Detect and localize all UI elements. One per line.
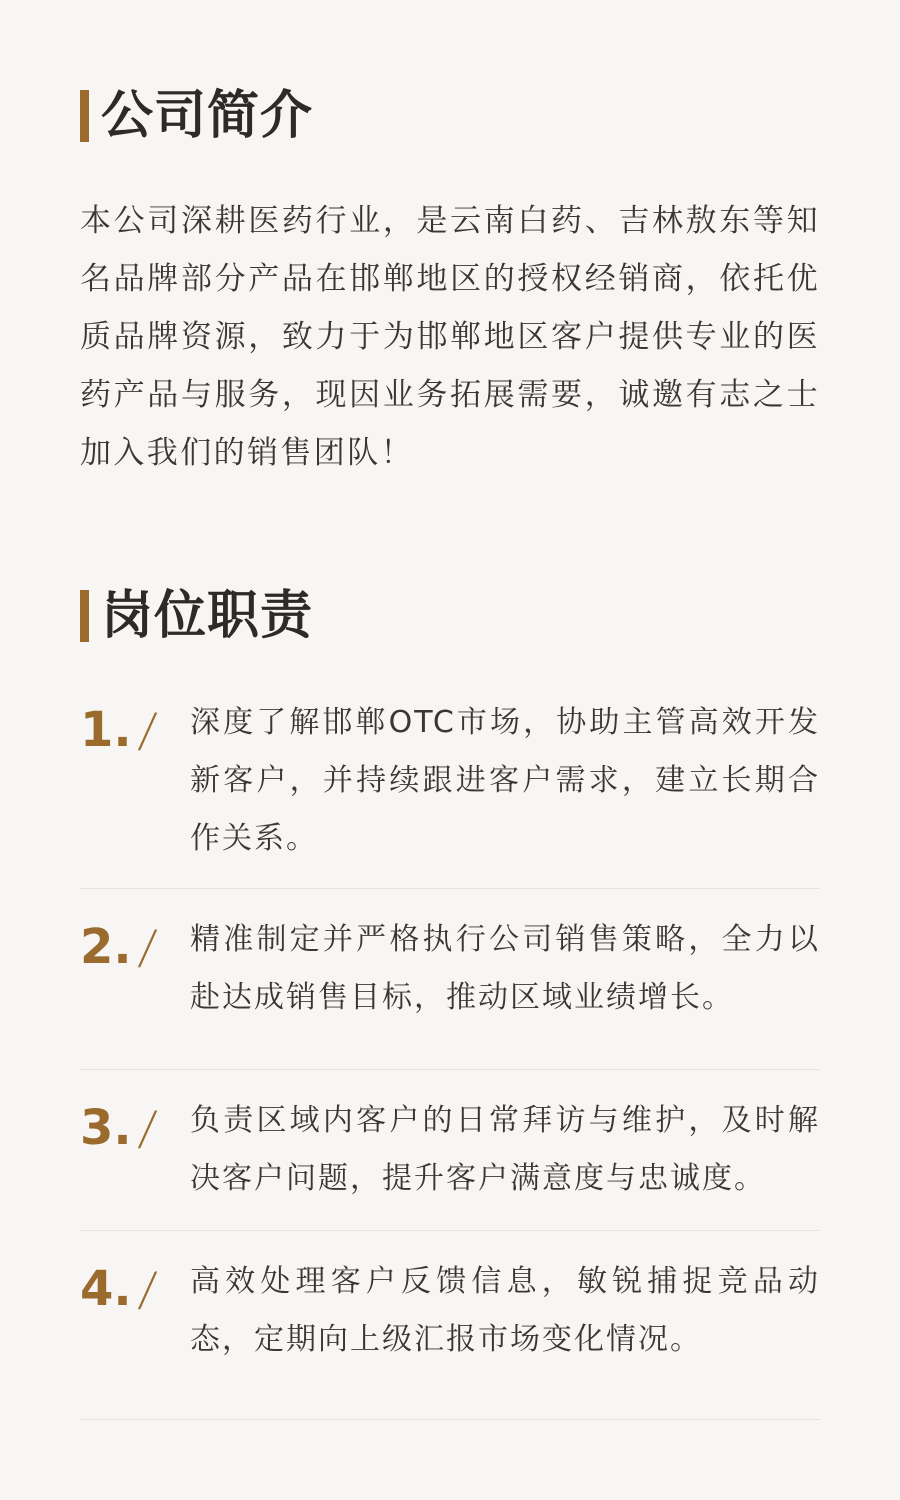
duty-text: 负责区域内客户的日常拜访与维护，及时解决客户问题，提升客户满意度与忠诚度。 — [190, 1103, 820, 1196]
slash-decoration: / — [135, 703, 159, 757]
slash-decoration: / — [135, 1101, 159, 1155]
company-intro-title: 公司简介 — [101, 86, 314, 146]
duties-list — [80, 694, 820, 1389]
duties-title: 岗位职责 — [101, 586, 314, 646]
duty-number — [80, 911, 190, 1069]
duty-item — [80, 1231, 820, 1389]
slash-decoration: / — [135, 1262, 159, 1316]
heading-accent-bar — [80, 90, 89, 142]
duties-heading — [80, 586, 313, 646]
duty-text: 深度了解邯郸OTC市场，协助主管高效开发新客户，并持续跟进客户需求，建立长期合作关系。 — [190, 705, 820, 856]
duty-number — [80, 694, 190, 888]
company-intro-text: 本公司深耕医药行业，是云南白药、吉林敖东等知名品牌部分产品在邯郸地区的授权经销商，依托优质品牌资源，致力于为邯郸地区客户提供专业的医药产品与服务，现因业务拓展需要，诚邀有志之士加入我们的销售团队！ — [80, 203, 820, 471]
slash-decoration: / — [135, 920, 159, 974]
duty-number-text: 4. — [80, 1261, 132, 1317]
duty-number — [80, 1253, 190, 1389]
company-intro-heading — [80, 86, 313, 146]
duty-item — [80, 694, 820, 889]
duty-item — [80, 1070, 820, 1231]
heading-accent-bar — [80, 590, 89, 642]
duty-item — [80, 889, 820, 1070]
duty-number-text: 3. — [80, 1100, 132, 1156]
duty-number-text: 2. — [80, 919, 132, 975]
duty-number-text: 1. — [80, 702, 132, 758]
duty-number — [80, 1092, 190, 1230]
bottom-divider — [80, 1419, 820, 1420]
duty-text: 精准制定并严格执行公司销售策略，全力以赴达成销售目标，推动区域业绩增长。 — [190, 922, 820, 1015]
duty-text: 高效处理客户反馈信息，敏锐捕捉竞品动态，定期向上级汇报市场变化情况。 — [190, 1264, 820, 1357]
